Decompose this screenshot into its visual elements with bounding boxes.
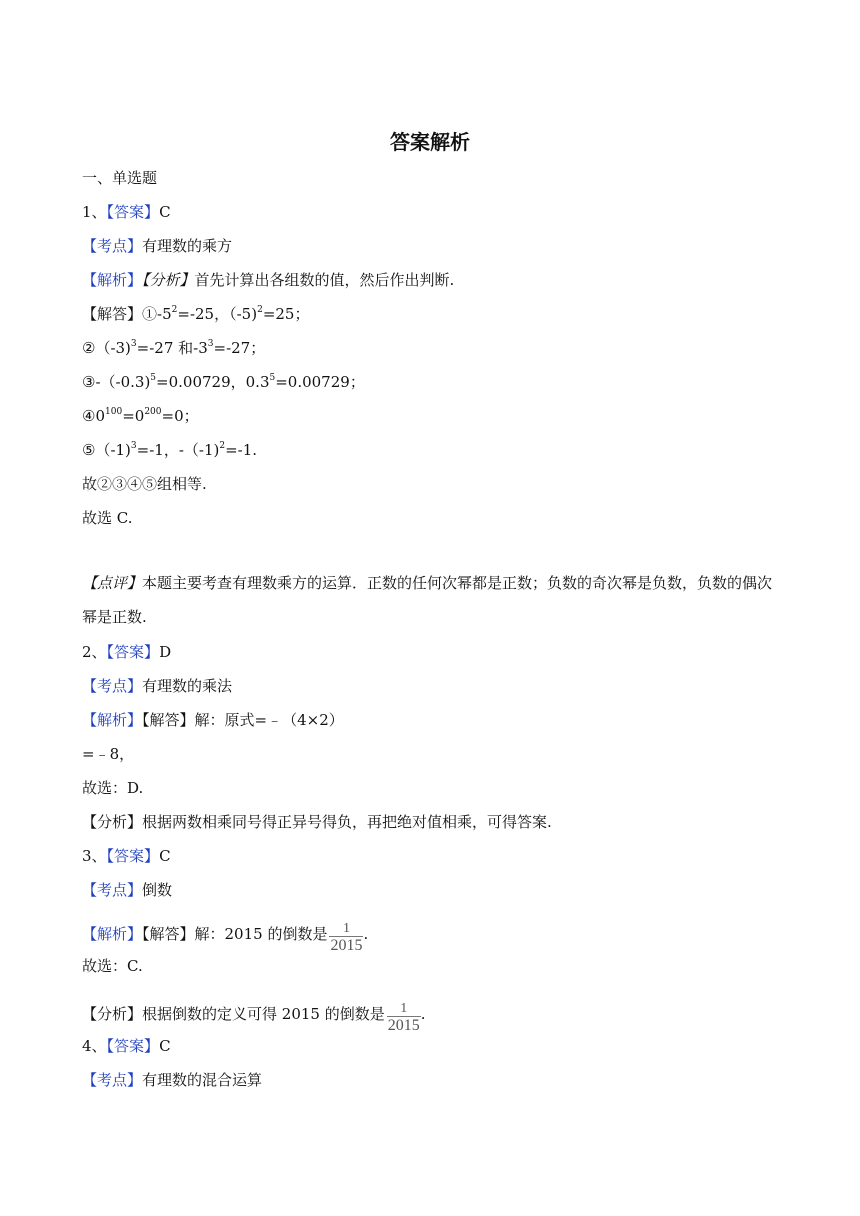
jieda-text: 【解答】解：原式=﹣（4×2）: [142, 711, 344, 729]
fraction: [329, 922, 363, 954]
math-text: =-27；: [213, 339, 266, 357]
q1-step-3: [82, 372, 365, 392]
jiexi-label: 【解析】: [82, 271, 143, 289]
q2-fenxi: 【分析】根据两数相乘同号得正异号得负，再把绝对值相乘，可得答案.: [82, 813, 552, 831]
math-text: ②（-3): [82, 339, 131, 357]
math-text: =25；: [262, 305, 310, 323]
answer-label: 【答案】: [106, 643, 160, 661]
q3-choice: 故选：C.: [82, 957, 143, 975]
exponent: 3: [130, 339, 137, 349]
question-number: 2、: [82, 643, 107, 661]
math-text: =-1，-（-1): [136, 441, 220, 459]
q3-fenxi: [82, 1002, 426, 1034]
fenxi-text: 【分析】根据倒数的定义可得 2015 的倒数是: [82, 1005, 385, 1023]
q1-jiexi-line: [82, 270, 454, 290]
kaodian-text: 有理数的混合运算: [142, 1071, 263, 1089]
question-number: 1、: [82, 203, 107, 221]
period: .: [420, 1005, 426, 1023]
math-text: =0: [122, 407, 145, 425]
answer-value: C: [159, 1037, 171, 1055]
answer-value: C: [159, 203, 171, 221]
page-title: 答案解析: [390, 130, 470, 154]
question-number: 4、: [82, 1037, 107, 1055]
q1-dianping: [82, 566, 782, 634]
math-text: =0.00729，0.3: [156, 373, 270, 391]
fraction-numerator: 1: [400, 1001, 408, 1016]
q2-result: =﹣8，: [82, 745, 135, 763]
dianping-text: 本题主要考查有理数乘方的运算．正数的任何次幂都是正数；负数的奇次幂是负数，负数的偶次幂是正数.: [82, 574, 773, 626]
q3-answer-line: [82, 846, 171, 866]
exponent: 200: [144, 407, 162, 417]
kaodian-label: 【考点】: [82, 881, 143, 899]
jiexi-label: 【解析】: [82, 711, 143, 729]
dianping-label: 【点评】: [82, 574, 143, 592]
q3-jiexi-line: [82, 922, 368, 954]
q1-kaodian-line: [82, 236, 232, 256]
kaodian-text: 有理数的乘法: [142, 677, 233, 695]
q1-conclusion: 故②③④⑤组相等.: [82, 475, 207, 493]
q1-step-2: [82, 338, 265, 358]
q1-choice: 故选 C.: [82, 509, 133, 527]
fenxi-text: 首先计算出各组数的值，然后作出判断.: [194, 271, 455, 289]
exponent: 3: [130, 441, 137, 451]
math-text: =-1.: [225, 441, 258, 459]
exponent: 2: [171, 305, 178, 315]
answer-value: C: [159, 847, 171, 865]
math-text: ⑤（-1): [82, 441, 131, 459]
q1-step-4: [82, 406, 199, 426]
exponent: 2: [257, 305, 263, 315]
exponent: 5: [269, 373, 276, 383]
q1-step-1: [82, 304, 309, 324]
q2-answer-line: [82, 642, 171, 662]
answer-label: 【答案】: [106, 847, 160, 865]
kaodian-text: 倒数: [142, 881, 173, 899]
math-text: ①-5: [142, 305, 172, 323]
exponent: 5: [150, 373, 157, 383]
math-text: ④0: [82, 407, 105, 425]
kaodian-label: 【考点】: [82, 1071, 143, 1089]
math-text: =0.00729；: [275, 373, 365, 391]
q2-choice: 故选：D.: [82, 779, 144, 797]
math-text: =0；: [161, 407, 199, 425]
kaodian-text: 有理数的乘方: [142, 237, 233, 255]
section-heading: 一、单选题: [82, 169, 158, 187]
kaodian-label: 【考点】: [82, 677, 143, 695]
jieda-label: 【解答】: [82, 305, 143, 323]
q1-answer-line: [82, 202, 171, 222]
answer-value: D: [159, 643, 172, 661]
fraction-denominator: 2015: [330, 937, 363, 954]
math-text: =-25，（-5): [177, 305, 258, 323]
period: .: [363, 925, 369, 943]
math-text: ③-（-0.3): [82, 373, 151, 391]
jieda-text: 【解答】解：2015 的倒数是: [142, 925, 328, 943]
fraction: [387, 1002, 421, 1034]
fraction-numerator: 1: [342, 921, 350, 936]
exponent: 2: [219, 441, 226, 451]
q3-kaodian-line: [82, 880, 172, 900]
jiexi-label: 【解析】: [82, 925, 143, 943]
answer-label: 【答案】: [106, 1037, 160, 1055]
fenxi-label: 【分析】: [142, 271, 195, 289]
q4-answer-line: [82, 1036, 171, 1056]
answer-label: 【答案】: [106, 203, 160, 221]
kaodian-label: 【考点】: [82, 237, 143, 255]
fraction-denominator: 2015: [387, 1017, 420, 1034]
q2-kaodian-line: [82, 676, 232, 696]
q4-kaodian-line: [82, 1070, 262, 1090]
math-text: =-27 和-3: [136, 339, 208, 357]
q1-step-5: [82, 440, 257, 460]
question-number: 3、: [82, 847, 107, 865]
q2-jiexi-line: [82, 710, 344, 730]
exponent: 3: [207, 339, 214, 349]
exponent: 100: [105, 407, 123, 417]
